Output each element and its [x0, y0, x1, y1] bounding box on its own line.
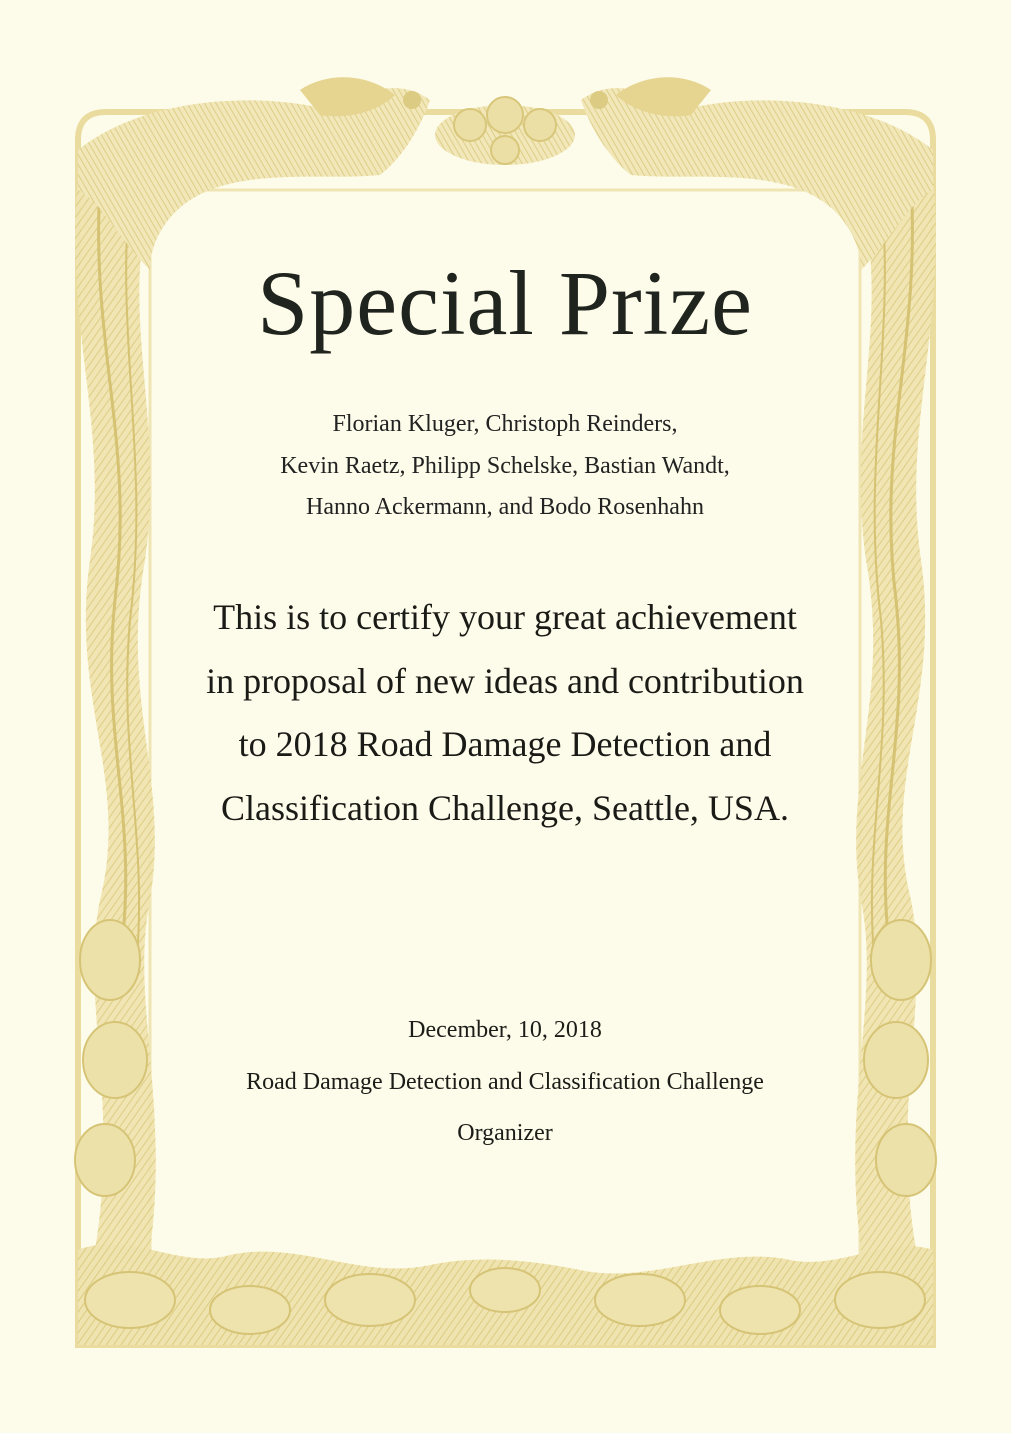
statement-line: Classification Challenge, Seattle, USA. [221, 787, 789, 828]
certification-statement [150, 586, 860, 840]
statement-line: in proposal of new ideas and contribution [206, 660, 804, 701]
statement-line: to 2018 Road Damage Detection and [238, 724, 772, 764]
top-left-phoenix-ornament [78, 77, 430, 270]
recipients-line: Hanno Ackermann, and Bodo Rosenhahn [306, 494, 704, 520]
issuing-organization: Road Damage Detection and Classification Challenge [246, 1069, 764, 1095]
top-right-phoenix-ornament [581, 77, 933, 270]
recipients-line: Kevin Raetz, Philipp Schelske, Bastian Wandt, [280, 452, 730, 479]
issuer-role: Organizer [457, 1120, 553, 1146]
certificate-title: Special Prize [257, 252, 753, 354]
recipients-line: Florian Kluger, Christoph Reinders, [332, 411, 678, 437]
side-leaf-ornaments [75, 920, 936, 1196]
statement-line: This is to certify your great achievement [213, 597, 797, 637]
bottom-floral-ornament [78, 1244, 933, 1345]
cloud-crest-ornament [435, 97, 575, 165]
recipients-block [150, 404, 860, 529]
award-date: December, 10, 2018 [408, 1017, 602, 1043]
